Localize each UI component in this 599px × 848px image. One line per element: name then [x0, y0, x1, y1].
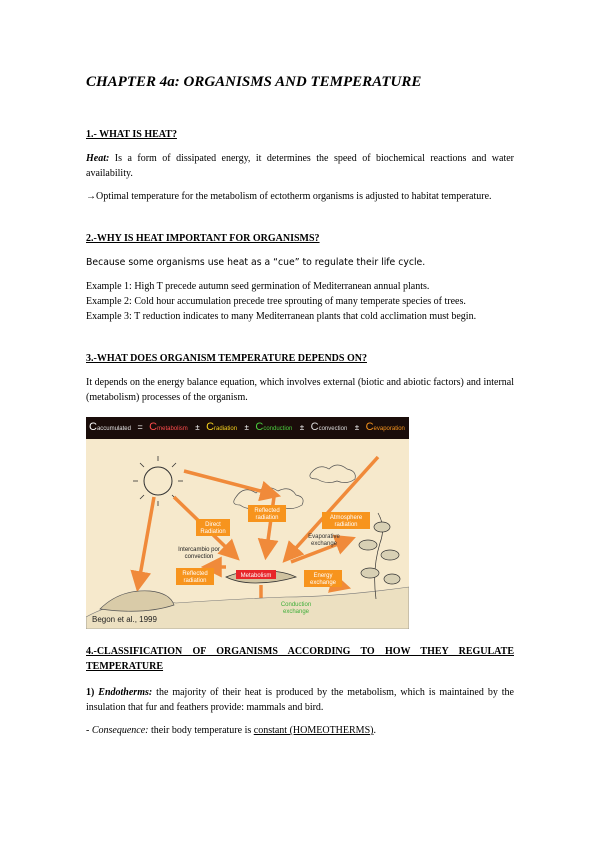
energy-line2: exchange — [309, 580, 337, 586]
section-4-heading: 4.-CLASSIFICATION OF ORGANISMS ACCORDING TO HOW THEY REGULATE TEMPERATURE — [86, 646, 514, 672]
reflected-top-line1: Reflected — [254, 508, 280, 514]
conduction-line2: exchange — [282, 609, 310, 615]
energy-balance-equation — [89, 417, 405, 434]
examples-paragraph — [86, 279, 514, 324]
eq-s4: conduction — [263, 426, 293, 432]
energy-balance-paragraph: It depends on the energy balance equation, which involves external (biotic and abiotic factors) and internal (metabolism) processes of the organism. — [86, 377, 514, 403]
eq-pm4: ± — [354, 423, 360, 432]
reflected-left-line1: Reflected — [182, 571, 208, 577]
energy-balance-figure — [86, 417, 409, 629]
conduction-line1: Conduction — [280, 602, 312, 608]
section-1-heading: 1.- WHAT IS HEAT? — [86, 129, 177, 140]
heat-text: Is a form of dissipated energy, it determines the speed of biochemical reactions and water availability. — [86, 153, 514, 179]
section-3-heading: 3.-WHAT DOES ORGANISM TEMPERATURE DEPENDS ON? — [86, 353, 367, 364]
example-2: Example 2: Cold hour accumulation precede tree sprouting of many temperate species of trees. — [86, 296, 466, 307]
heat-definition — [86, 151, 514, 181]
consequence-paragraph — [86, 723, 514, 738]
endotherms-text: the majority of their heat is produced by the metabolism, which is maintained by the insulation that fur and feathers provide: mammals and bird. — [86, 687, 514, 713]
consequence-mid: their body temperature is — [148, 725, 254, 736]
eq-c3: C — [206, 421, 215, 433]
endotherms-paragraph — [86, 685, 514, 715]
convection-line1: Intercambio por — [178, 547, 220, 553]
evaporative-line1: Evaporative — [308, 534, 340, 540]
reflected-top-line2: radiation — [255, 515, 279, 521]
section-2-heading: 2.-WHY IS HEAT IMPORTANT FOR ORGANISMS? — [86, 233, 320, 244]
cue-paragraph: Because some organisms use heat as a “cue” to regulate their life cycle. — [86, 257, 426, 268]
energy-line1: Energy — [313, 573, 333, 579]
eq-s2: metabolism — [157, 426, 188, 432]
eq-s5: convection — [318, 426, 348, 432]
eq-c6: C — [365, 421, 374, 433]
homeotherms-value: constant (HOMEOTHERMS) — [253, 725, 374, 736]
eq-c5: C — [310, 421, 319, 433]
optimal-temperature-paragraph — [86, 189, 514, 204]
atmosphere-line1: Atmosphere — [329, 515, 363, 521]
heat-label: Heat: — [86, 153, 110, 164]
convection-line2: convection — [184, 554, 214, 560]
consequence-end: . — [373, 725, 376, 736]
optimal-text: Optimal temperature for the metabolism of ectotherm organisms is adjusted to habitat temperature. — [96, 191, 492, 202]
example-3: Example 3: T reduction indicates to many Mediterranean plants that cold acclimation must begin. — [86, 311, 477, 322]
reflected-left-line2: radiation — [183, 578, 207, 584]
eq-c4: C — [255, 421, 264, 433]
eq-s3: radiation — [214, 426, 238, 432]
atmosphere-line2: radiation — [334, 522, 358, 528]
eq-pm1: ± — [195, 423, 200, 432]
evaporative-line2: exchange — [310, 541, 338, 547]
eq-c1: C — [89, 421, 97, 433]
direct-line1: Direct — [205, 522, 221, 528]
eq-equals: = — [137, 422, 143, 432]
metabolism-label: Metabolism — [240, 573, 272, 579]
eq-pm2: ± — [244, 423, 249, 432]
chapter-title: CHAPTER 4a: ORGANISMS AND TEMPERATURE — [86, 74, 422, 90]
direct-line2: Radiation — [200, 529, 226, 535]
example-1: Example 1: High T precede autumn seed germination of Mediterranean annual plants. — [86, 281, 430, 292]
arrow-icon: → — [86, 191, 96, 202]
consequence-prefix: - — [86, 725, 92, 736]
endotherms-number: 1) — [86, 687, 99, 698]
endotherms-label: Endotherms: — [98, 687, 153, 698]
eq-c2: C — [149, 421, 158, 433]
eq-s1: accumulated — [96, 426, 131, 432]
eq-s6: evaporation — [373, 426, 405, 432]
eq-pm3: ± — [299, 423, 305, 432]
figure-credit: Begon et al., 1999 — [92, 615, 157, 624]
energy-balance-diagram — [86, 417, 409, 629]
consequence-label: Consequence: — [91, 725, 149, 736]
